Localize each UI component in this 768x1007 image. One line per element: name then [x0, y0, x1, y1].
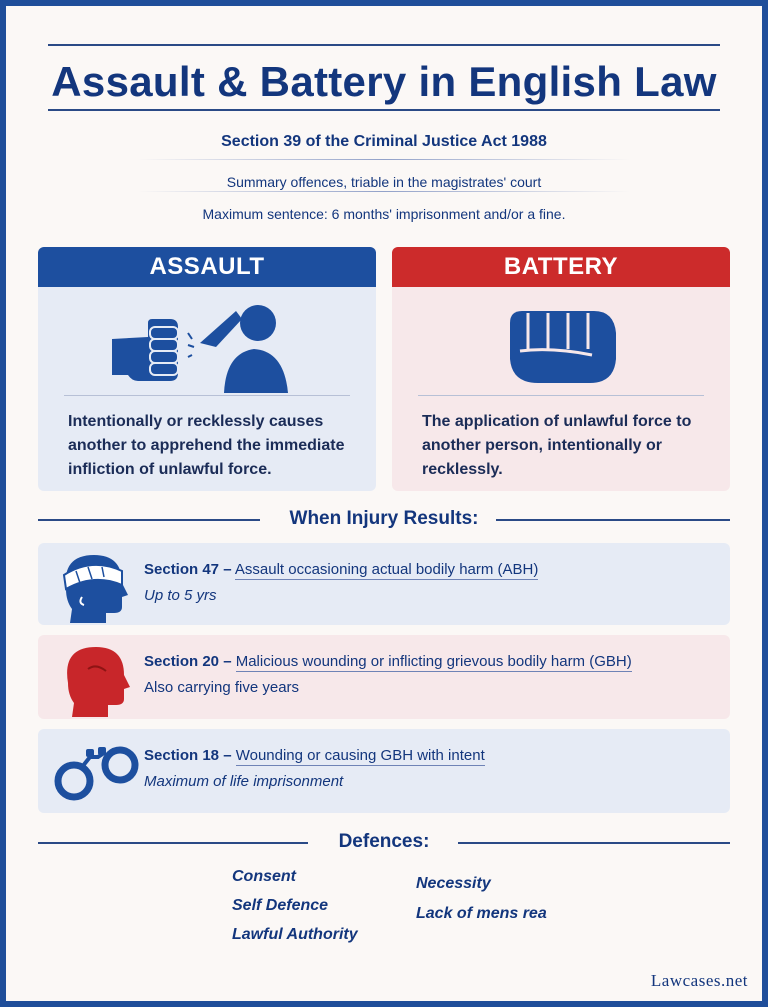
offence-name: Assault occasioning actual bodily harm (ABH) [234, 561, 539, 578]
statute-text: Section 39 of the Criminal Justice Act 1988 [221, 133, 547, 150]
battery-card [392, 247, 730, 491]
list-item [38, 635, 730, 719]
section-label: Section 47 – [144, 561, 232, 578]
offence-name: Malicious wounding or inflicting grievous bodily harm (GBH) [235, 653, 632, 670]
offence-name: Wounding or causing GBH with intent [235, 747, 485, 764]
penalty-text: Maximum of life imprisonment [144, 773, 344, 790]
top-rule [48, 44, 720, 46]
defence-consent: Consent [232, 868, 296, 885]
battery-definition: The application of unlawful force to another person, intentionally or recklessly. [422, 413, 692, 478]
sentence-text: Maximum sentence: 6 months' imprisonment and/or a fine. [202, 206, 566, 222]
defence-lawful-authority: Lawful Authority [232, 926, 358, 943]
defence-necessity: Necessity [416, 875, 491, 892]
card-divider [64, 395, 350, 396]
penalty-text: Up to 5 yrs [144, 587, 217, 604]
penalty-text: Also carrying five years [144, 679, 300, 696]
section-line-right [458, 842, 730, 844]
list-item [38, 729, 730, 813]
defence-self-defence: Self Defence [232, 897, 329, 914]
divider [138, 159, 630, 160]
section-18-title [144, 747, 485, 764]
section-label: Section 20 – [144, 653, 232, 670]
fist-icon [502, 303, 622, 387]
red-head-icon [52, 641, 130, 717]
section-line-right [496, 519, 730, 521]
defence-lack-of-mens-rea: Lack of mens rea [416, 905, 547, 922]
fist-threat-icon [108, 297, 308, 393]
trial-text: Summary offences, triable in the magistrates' court [226, 174, 542, 190]
infographic [6, 6, 762, 1001]
section-label: Section 18 – [144, 747, 232, 764]
brand-logo: Lawcases.net [650, 971, 748, 990]
assault-card [38, 247, 376, 491]
section-20-title [144, 653, 632, 670]
bandaged-head-icon [52, 549, 130, 623]
list-item [38, 543, 730, 625]
section-47-title [144, 561, 538, 578]
card-divider [418, 395, 704, 396]
defences-heading: Defences: [338, 831, 430, 852]
battery-heading: BATTERY [392, 247, 730, 287]
divider [138, 191, 630, 192]
title-underline [48, 109, 720, 111]
assault-heading: ASSAULT [38, 247, 376, 287]
handcuffs-icon [52, 735, 140, 811]
injury-heading: When Injury Results: [289, 508, 479, 529]
assault-definition: Intentionally or recklessly causes another to apprehend the immediate infliction of unlawful force. [68, 413, 345, 478]
page-title: Assault & Battery in English Law [51, 58, 717, 105]
